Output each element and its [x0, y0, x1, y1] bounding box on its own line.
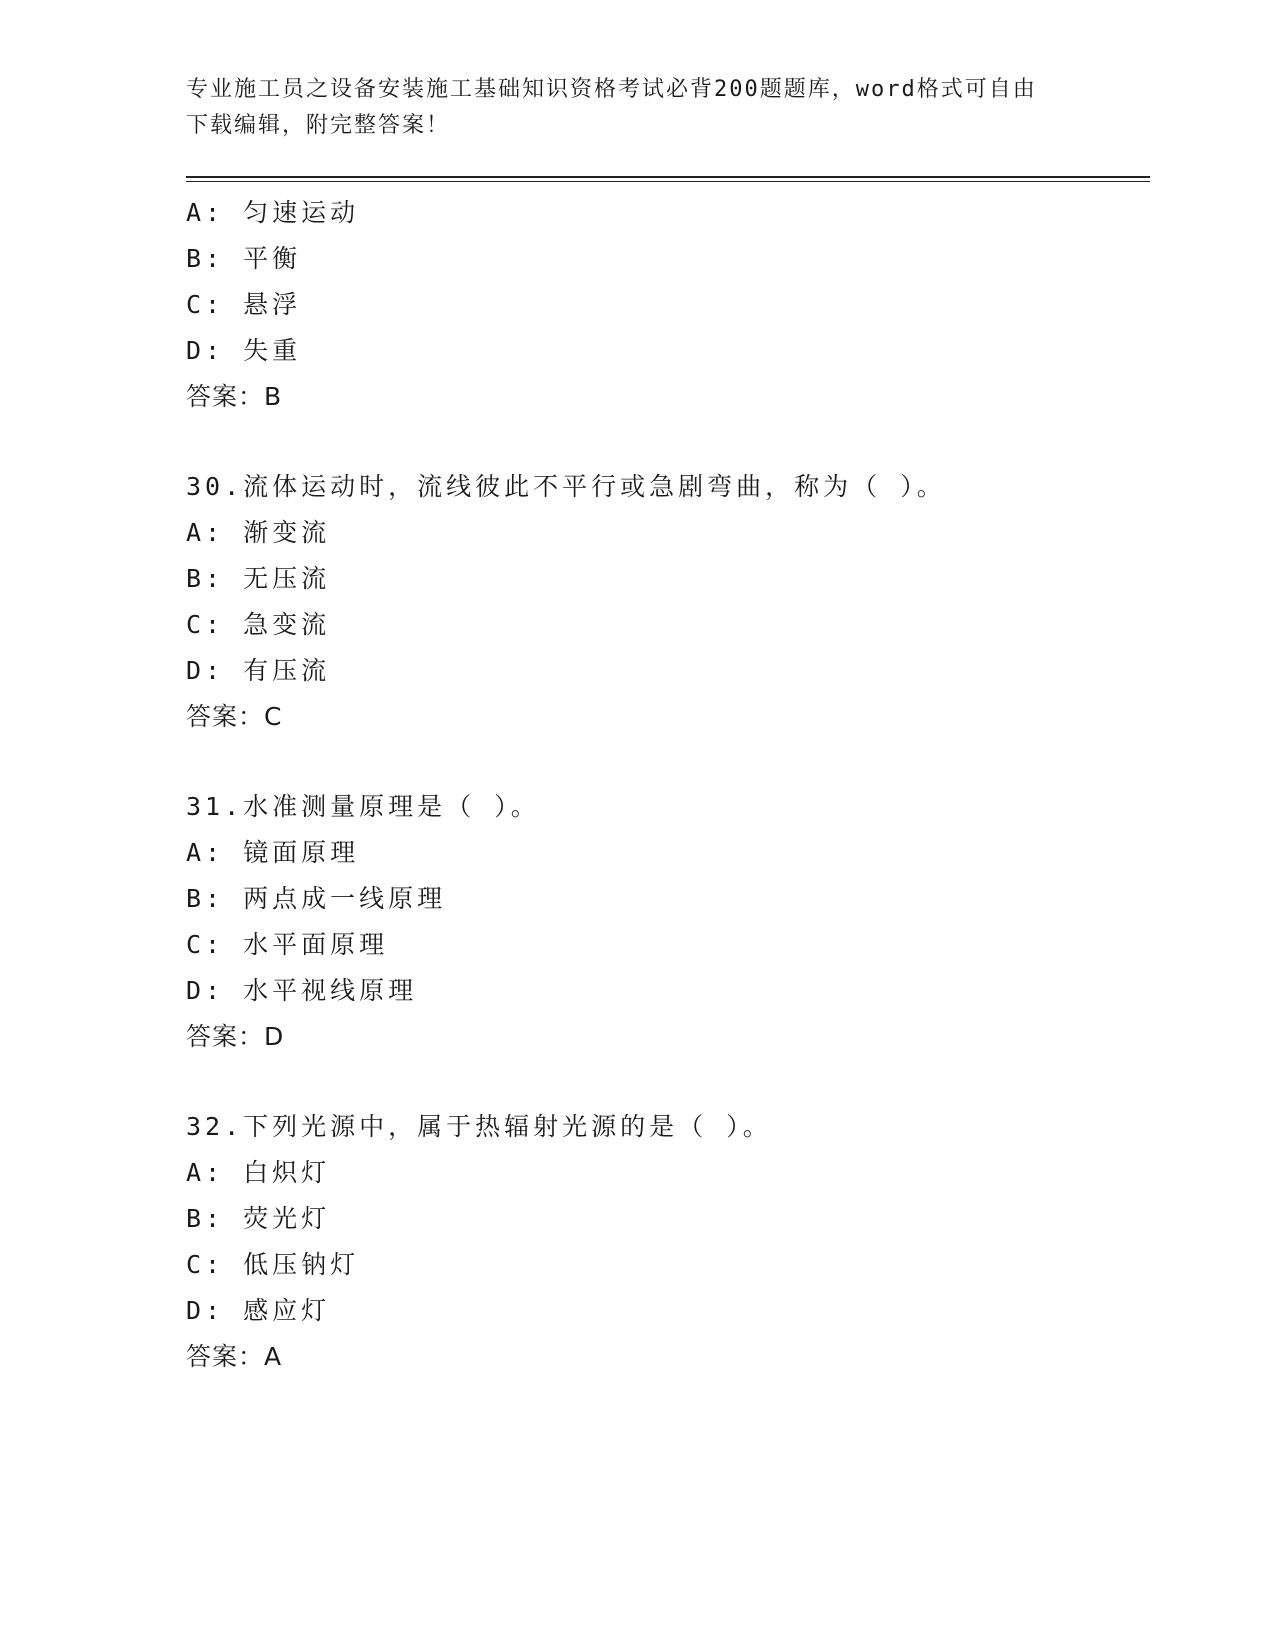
option-text: 白炽灯	[243, 1158, 331, 1187]
option-label: C:	[186, 1250, 225, 1279]
document-body	[186, 190, 1150, 1380]
option-b	[186, 236, 1150, 282]
option-d	[186, 648, 1150, 694]
option-text: 水平面原理	[243, 930, 389, 959]
option-d	[186, 968, 1150, 1014]
header-title-line-2: 下载编辑，附完整答案！	[186, 113, 451, 138]
option-text: 荧光灯	[243, 1204, 331, 1233]
option-label: D:	[186, 976, 225, 1005]
option-b	[186, 1196, 1150, 1242]
header-rule-thick	[186, 176, 1150, 178]
answer-line: 答案：B	[186, 382, 283, 411]
option-label: B:	[186, 884, 225, 913]
option-text: 有压流	[243, 656, 331, 685]
question-31	[186, 784, 1150, 1060]
answer-line: 答案：A	[186, 1342, 283, 1371]
option-label: B:	[186, 1204, 225, 1233]
answer-line: 答案：C	[186, 702, 283, 731]
option-a	[186, 190, 1150, 236]
answer-line: 答案：D	[186, 1022, 285, 1051]
option-text: 悬浮	[243, 290, 302, 319]
option-label: A:	[186, 518, 225, 547]
option-text: 低压钠灯	[243, 1250, 360, 1279]
option-c	[186, 1242, 1150, 1288]
header-rule-thin	[186, 181, 1150, 182]
option-c	[186, 282, 1150, 328]
option-label: B:	[186, 244, 225, 273]
option-d	[186, 328, 1150, 374]
option-text: 水平视线原理	[243, 976, 418, 1005]
option-c	[186, 602, 1150, 648]
option-b	[186, 556, 1150, 602]
header-title-line-1: 专业施工员之设备安装施工基础知识资格考试必背200题题库，word格式可自由	[186, 77, 1037, 102]
question-title: 32.下列光源中，属于热辐射光源的是（ ）。	[186, 1112, 772, 1141]
option-a	[186, 510, 1150, 556]
option-a	[186, 1150, 1150, 1196]
question-title: 31.水准测量原理是（ ）。	[186, 792, 540, 821]
option-text: 无压流	[243, 564, 331, 593]
option-text: 平衡	[243, 244, 302, 273]
option-text: 感应灯	[243, 1296, 331, 1325]
question-30	[186, 464, 1150, 740]
option-text: 两点成一线原理	[243, 884, 447, 913]
option-label: A:	[186, 1158, 225, 1187]
option-d	[186, 1288, 1150, 1334]
option-text: 镜面原理	[243, 838, 360, 867]
option-text: 匀速运动	[243, 198, 360, 227]
question-32	[186, 1104, 1150, 1380]
question-29-tail	[186, 190, 1150, 420]
option-label: D:	[186, 1296, 225, 1325]
option-label: A:	[186, 198, 225, 227]
option-label: C:	[186, 610, 225, 639]
option-label: C:	[186, 290, 225, 319]
document-header	[186, 72, 1086, 144]
option-text: 渐变流	[243, 518, 331, 547]
option-label: D:	[186, 656, 225, 685]
option-label: D:	[186, 336, 225, 365]
option-label: B:	[186, 564, 225, 593]
question-title: 30.流体运动时，流线彼此不平行或急剧弯曲，称为（ ）。	[186, 472, 946, 501]
option-c	[186, 922, 1150, 968]
option-b	[186, 876, 1150, 922]
option-text: 急变流	[243, 610, 331, 639]
option-text: 失重	[243, 336, 302, 365]
option-a	[186, 830, 1150, 876]
option-label: A:	[186, 838, 225, 867]
option-label: C:	[186, 930, 225, 959]
